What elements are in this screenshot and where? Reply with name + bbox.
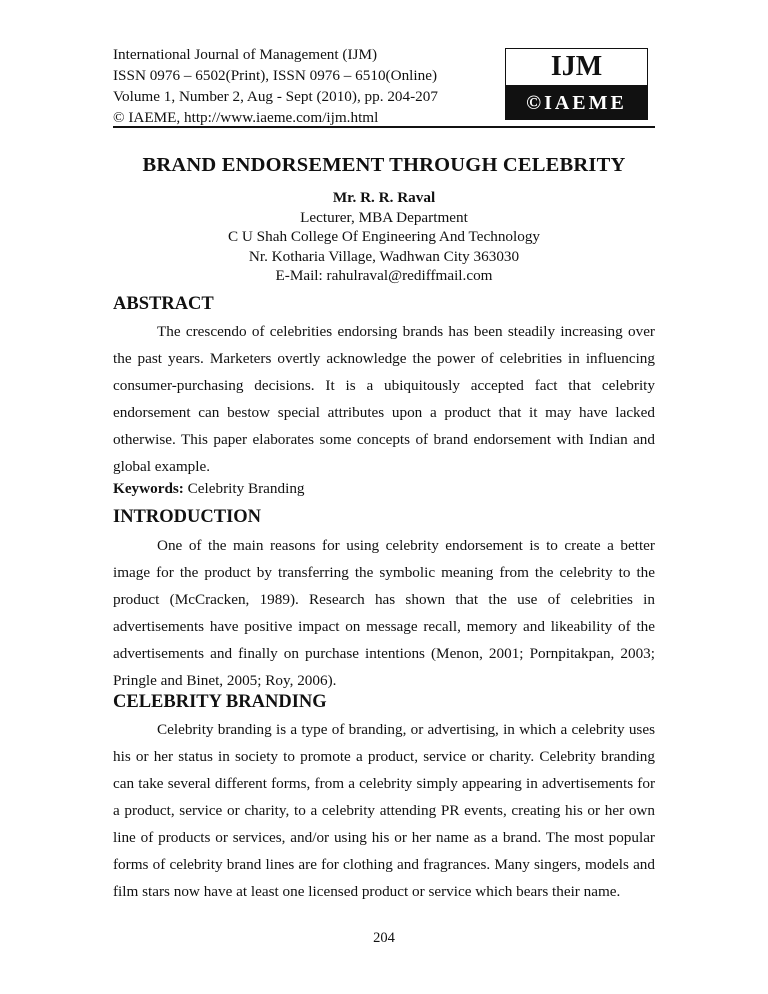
introduction-heading: INTRODUCTION	[113, 507, 262, 527]
journal-logo	[505, 48, 648, 120]
abstract-text: The crescendo of celebrities endorsing brands has been steadily increasing over the past years. Marketers overtly acknowledge the power of celebrities in influencing consumer-purchasing decisions. It is a ubiquitously accepted fact that celebrity endorsement can bestow special attributes upon a product that it may have lacked otherwise. This paper elaborates some concepts of brand endorsement with Indian and global example.	[113, 323, 655, 475]
journal-name-line: International Journal of Management (IJM)	[113, 46, 378, 63]
introduction-text: One of the main reasons for using celebrity endorsement is to create a better image for the product by transferring the symbolic meaning from the celebrity to the product (McCracken, 1989). Research has shown that the use of celebrities in advertisements have positive impact on message recall, memory and likeability of the advertisements and finally on purchase intentions (Menon, 2001; Pornpitakpan, 2003; Pringle and Binet, 2005; Roy, 2006).	[113, 537, 655, 689]
paper-title: BRAND ENDORSEMENT THROUGH CELEBRITY	[142, 154, 626, 176]
header-divider	[113, 126, 655, 128]
logo-iaeme-text: ©IAEME	[506, 85, 647, 120]
celebrity-branding-text: Celebrity branding is a type of branding, or advertising, in which a celebrity uses his or her status in society to promote a product, service or charity. Celebrity branding can take several different forms, from a celebrity simply appearing in advertisements for a product, service or charity, to a celebrity attending PR events, creating his or her own line of products or services, and/or using his or her name as a brand. The most popular forms of celebrity brand lines are for clothing and fragrances. Many singers, models and film stars now have at least one licensed product or service which bears their name.	[113, 721, 655, 900]
issn-line: ISSN 0976 – 6502(Print), ISSN 0976 – 6510(Online)	[113, 67, 438, 84]
author-block	[113, 188, 655, 286]
logo-ijm-text: IJM	[506, 49, 647, 85]
celebrity-branding-heading: CELEBRITY BRANDING	[113, 692, 327, 712]
author-name: Mr. R. R. Raval	[332, 189, 436, 206]
author-position: Lecturer, MBA Department	[300, 208, 468, 226]
keywords-value: Celebrity Branding	[187, 480, 305, 497]
author-college: C U Shah College Of Engineering And Technology	[227, 228, 541, 245]
publisher-url-line: © IAEME, http://www.iaeme.com/ijm.html	[113, 109, 379, 126]
keywords-label: Keywords:	[113, 480, 184, 497]
page-number: 204	[373, 930, 395, 946]
abstract-heading: ABSTRACT	[113, 294, 214, 314]
author-email: E-Mail: rahulraval@rediffmail.com	[275, 267, 493, 284]
author-address: Nr. Kotharia Village, Wadhwan City 363030	[248, 247, 520, 265]
journal-info	[113, 44, 438, 128]
keywords-line	[113, 478, 305, 499]
volume-line: Volume 1, Number 2, Aug - Sept (2010), pp. 204-207	[113, 88, 438, 105]
